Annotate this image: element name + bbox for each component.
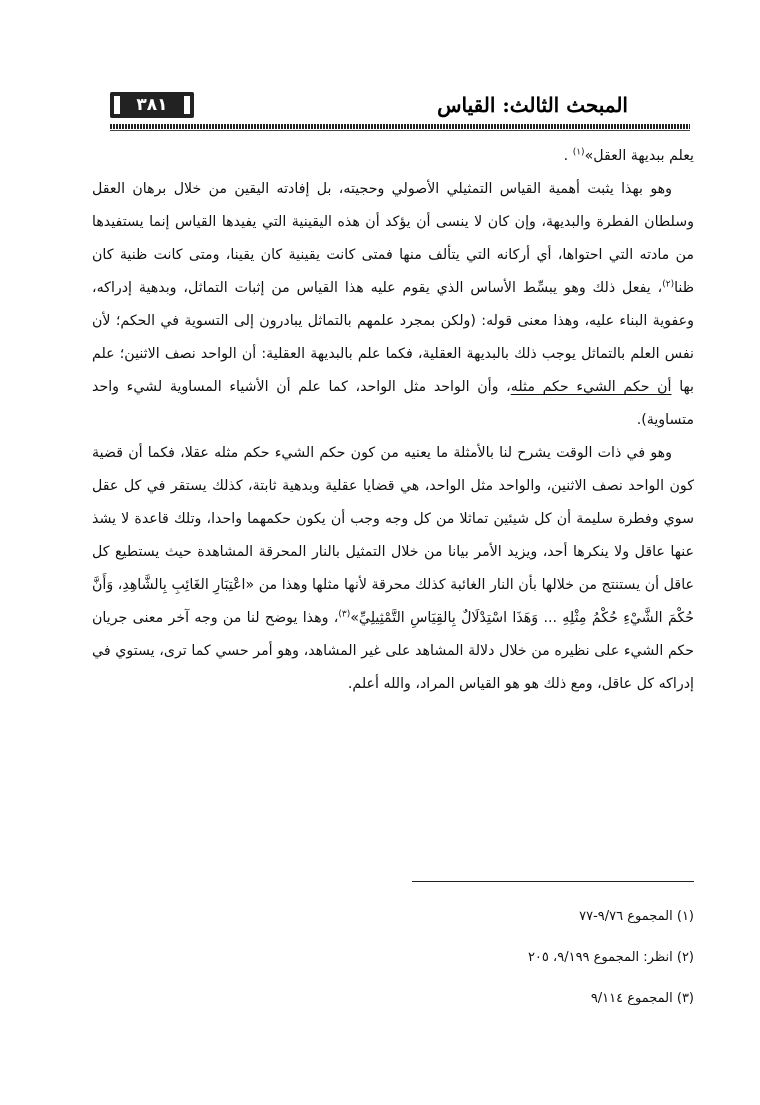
header-rule	[110, 124, 690, 129]
paragraph-text: يعلم ببديهة العقل»	[584, 148, 694, 164]
paragraph-text: ، يفعل ذلك وهو يبسِّط الأساس الذي يقوم عليه هذا القياس من إثبات التماثل، وبدهية إدراكه، وعفوية البناء عليه، وهذا معنى قوله: (ولكن بمجرد علمهم بالتماثل يبادرون إلى التسوية في الحكم؛ لأن نفس العلم بالتماثل يوجب ذلك بالبديهة العقلية، فكما علم بالبديهة العقلية: أن الواحد نصف الاثنين؛ علم بها	[92, 280, 694, 395]
footnote-marker-1: (١)	[572, 147, 585, 158]
paragraph-text: وهو بهذا يثبت أهمية القياس التمثيلي الأصولي وحجيته، بل إفادته اليقين من خلال برهان العقل وسلطان الفطرة والبديهة، وإن كان لا ينسى أن يؤكد أن هذه اليقينية التي يفيدها القياس إنما يستفيدها من مادته التي احتواها، أي أركانه التي يتألف منها فمتى كانت يقينية كان يقينا، ومتى كانت ظنية كان ظنا	[92, 181, 694, 296]
footnote-marker-3: (٣)	[338, 609, 351, 620]
paragraph-2	[92, 173, 694, 437]
footnote-2: (٢) انظر: المجموع ٩/١٩٩، ٢٠٥	[527, 950, 694, 965]
page-header	[90, 86, 690, 130]
page-number: ٣٨١	[110, 92, 194, 118]
paragraph-text: ، وأن الواحد مثل الواحد، كما علم أن الأشياء المساوية لشيء واحد متساوية).	[92, 379, 694, 428]
body-text	[92, 140, 694, 701]
paragraph-text: وهو في ذات الوقت يشرح لنا بالأمثلة ما يعنيه من كون حكم الشيء حكم مثله عقلا، فكما أن قضية كون الواحد نصف الاثنين، والواحد مثل الواحد، هي قضايا عقلية وبدهية ثابتة، كذلك يستقر في كل عقل سوي وفطرة سليمة أن كل شيئين تماثلا من كل وجه وجب أن يكون حكمهما واحدا، وتلك قاعدة لا يشذ عنها عاقل ولا ينكرها أحد، ويزيد الأمر بيانا من خلال التمثيل بالنار المحرقة المشاهدة حيث يستطيع كل عاقل أن يستنتج من خلالها بأن النار الغائبة كذلك محرقة لأنها مثلها وهذا من «اعْتِبَارِ الغَائِبِ بِالشَّاهِدِ، وَأَنَّ حُكْمَ الشَّيْءِ حُكْمُ مِثْلِهِ ... وَهَذَا اسْتِدْلَالٌ بِالقِيَاسِ التَّمْثِيلِيِّ»	[92, 445, 694, 626]
footnote-separator	[412, 881, 694, 882]
footnotes	[92, 896, 694, 1019]
paragraph-text: .	[563, 148, 569, 164]
paragraph-text: ، وهذا يوضح لنا من وجه آخر معنى جريان حكم الشيء على نظيره من خلال دلالة المشاهد على غير المشاهد، وهو أمر حسي كما ترى، يستوي في إدراكه كل عاقل، ومع ذلك هو هو القياس المراد، والله أعلم.	[92, 610, 694, 692]
running-title: المبحث الثالث: القياس	[437, 93, 628, 117]
footnote-1: (١) المجموع ٩/٧٦-٧٧	[579, 909, 694, 924]
paragraph-3	[92, 437, 694, 701]
underlined-phrase: أن حكم الشيء حكم مثله	[510, 379, 672, 395]
footnote-3: (٣) المجموع ٩/١١٤	[590, 991, 694, 1006]
footnote-marker-2: (٢)	[662, 279, 675, 290]
header-rule-thin	[110, 130, 690, 131]
paragraph-continuation	[92, 140, 694, 173]
